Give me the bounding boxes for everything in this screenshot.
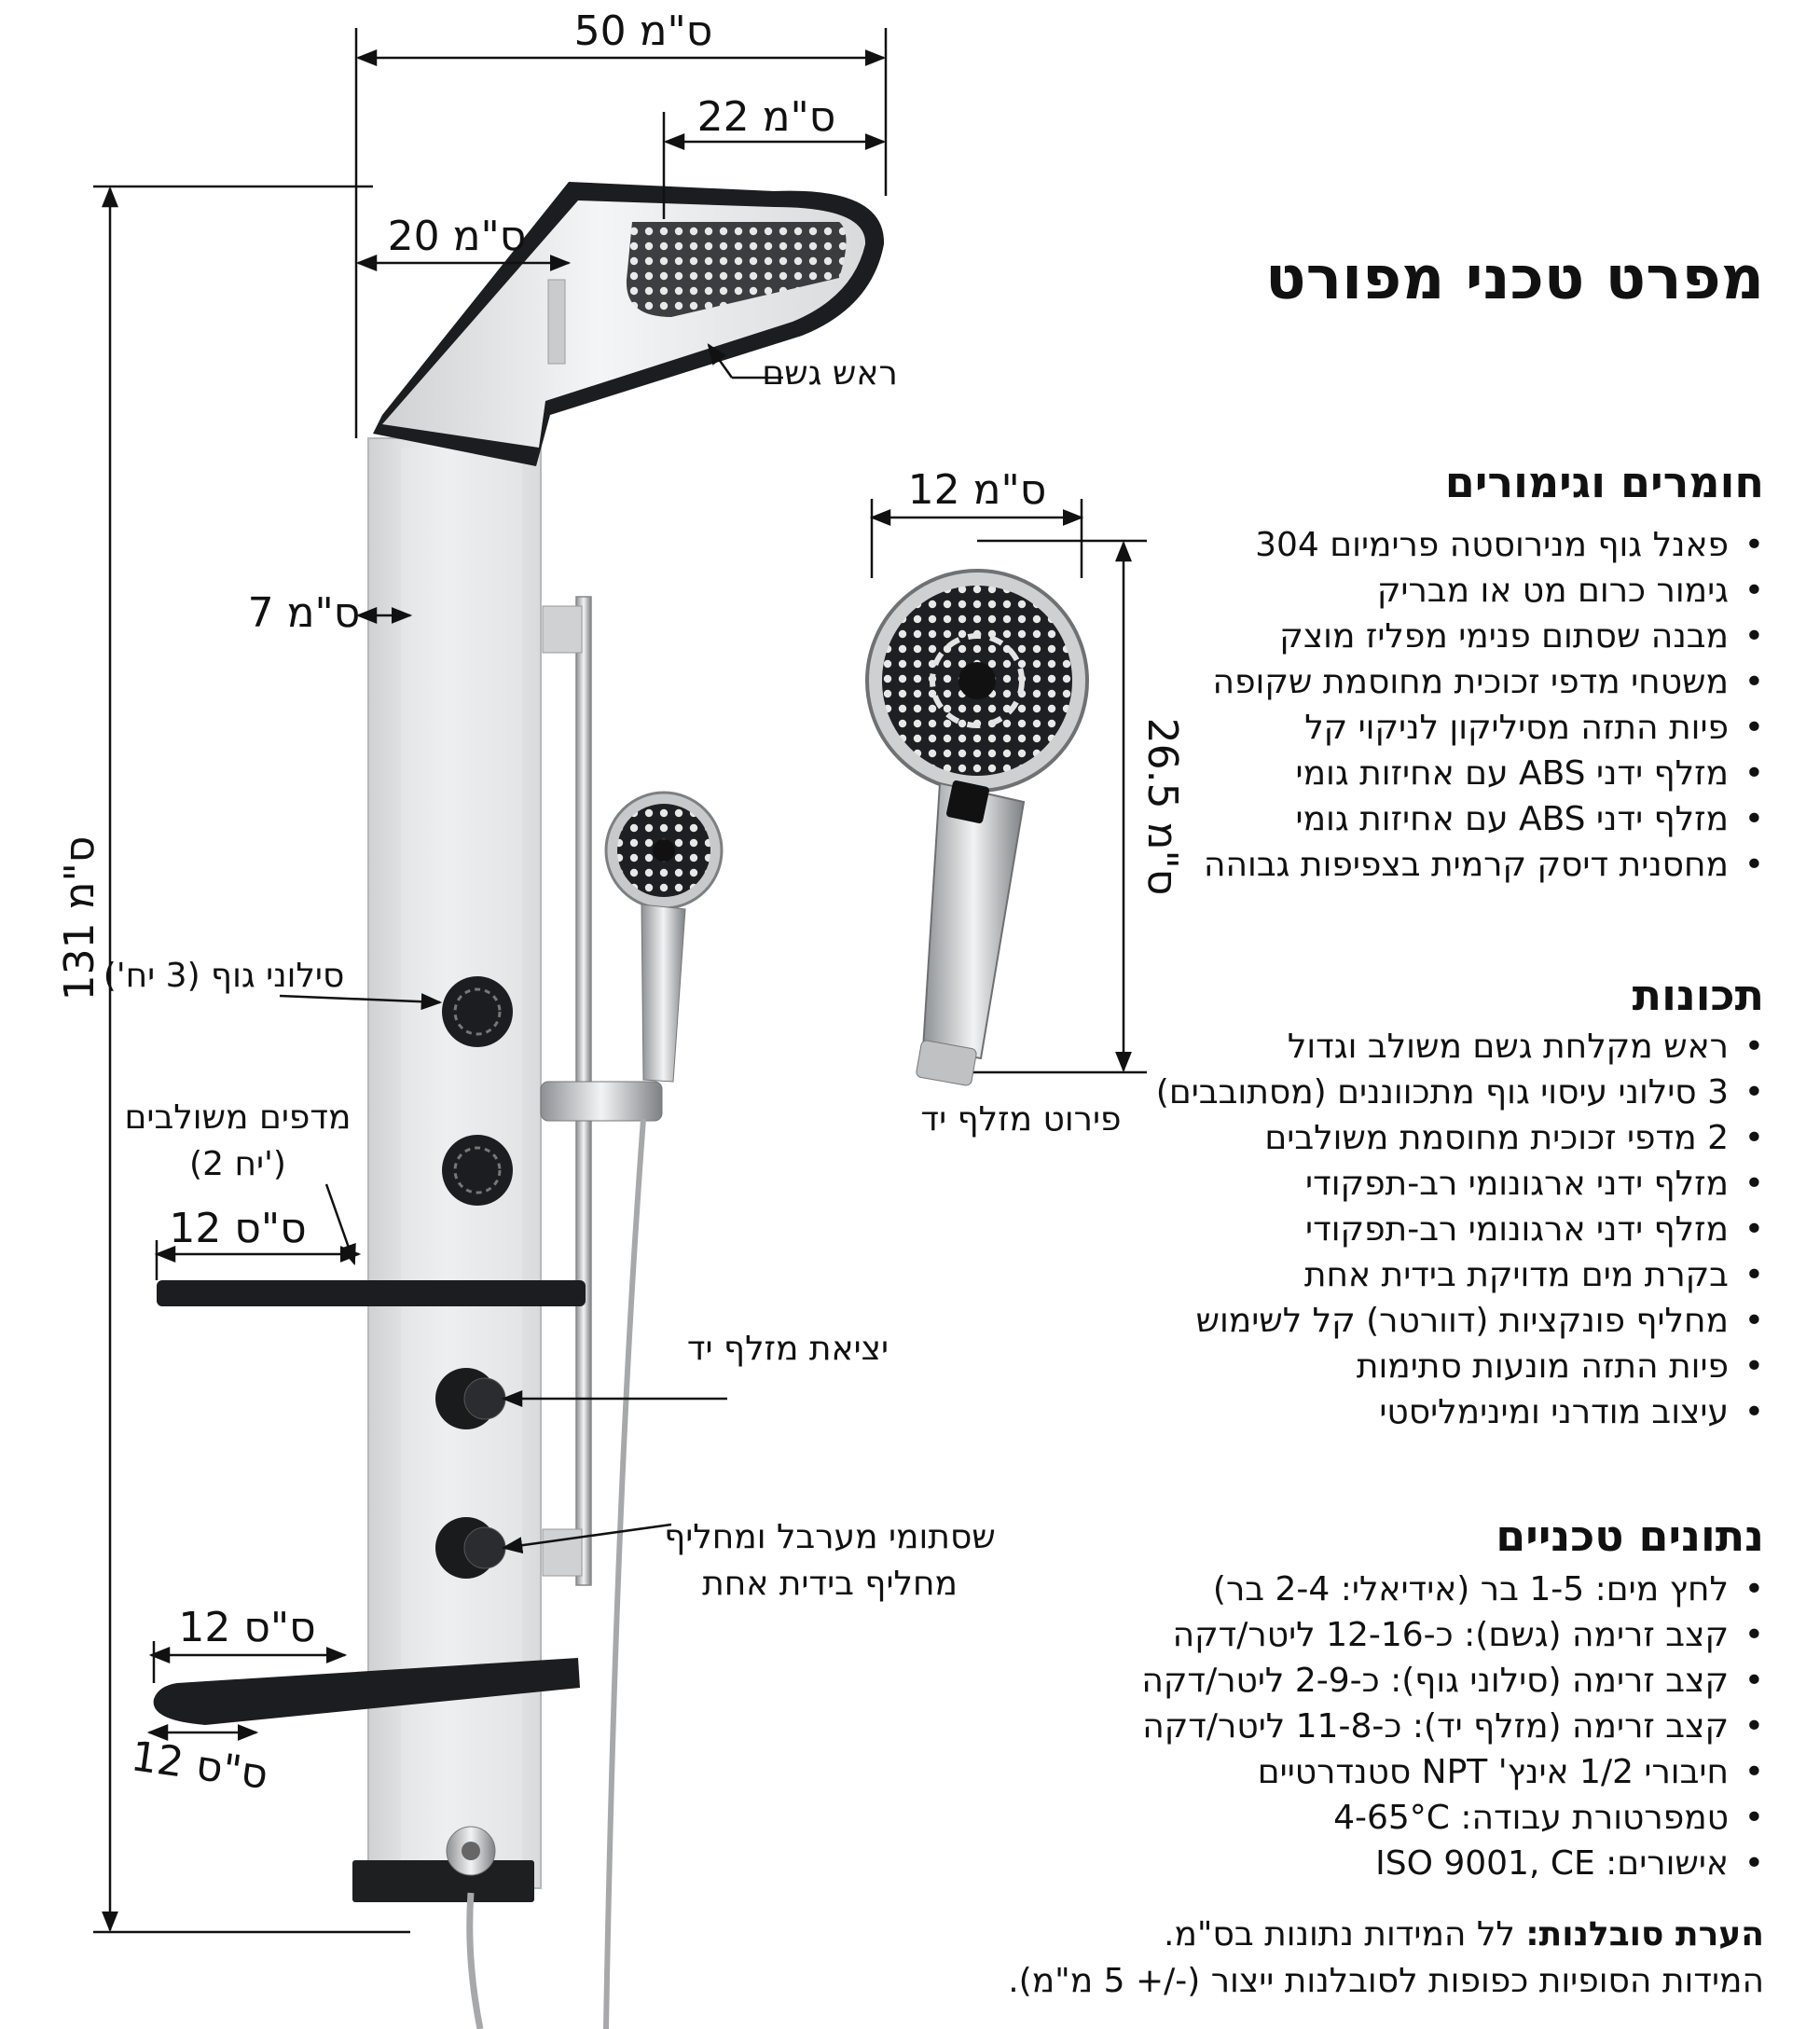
list-item: • מחליף פונקציות (דוורטר) קל לשימוש <box>1156 1298 1764 1344</box>
dim-total-height: 131 ס"מ <box>56 835 103 1001</box>
list-item: • עיצוב מודרני ומינימליסטי <box>1156 1389 1764 1435</box>
label-shelves-line1: מדפים משולבים <box>124 1098 352 1137</box>
label-hand-detail: פירוט מזלף יד <box>920 1100 1122 1139</box>
list-item: • משטחי מדפי זכוכית מחוסמת שקופה <box>1204 659 1764 705</box>
list-item: • מבנה שסתום פנימי מפליז מוצק <box>1204 614 1764 659</box>
list-item: • פיות התזה מונעות סתימות <box>1156 1344 1764 1389</box>
list-item: • אישורים: ISO 9001, CE <box>1141 1841 1764 1886</box>
note-line1: לל המידות נתונות בס"מ. <box>1164 1915 1526 1953</box>
label-hand-outlet: יציאת מזלף יד <box>686 1330 889 1368</box>
dim-shelf2-depth: 12 ס"ס <box>128 1732 271 1800</box>
hose <box>606 1119 643 2029</box>
slide-rail <box>541 597 662 1585</box>
list-item: • לחץ מים: 1-5 בר (אידיאלי: 2-4 בר) <box>1141 1567 1764 1612</box>
hand-shower-detail <box>867 571 1087 1086</box>
list-item: • חיבורי 1/2 אינץ' NPT סטנדרטיים <box>1141 1749 1764 1795</box>
technical-list <box>1141 1567 1764 1886</box>
dim-head-left: 20 ס"מ <box>387 213 527 260</box>
hose-lower <box>470 1893 480 2029</box>
list-item: • טמפרטורת עבודה: 4-65°C <box>1141 1795 1764 1841</box>
dim-shelf2-width: 12 ס"ס <box>178 1604 316 1651</box>
dim-head-right: 22 ס"מ <box>696 93 836 141</box>
dim-total-width: 50 ס"מ <box>573 7 713 55</box>
list-item: • ראש מקלחת גשם משולב וגדול <box>1156 1024 1764 1070</box>
dim-column-width: 7 ס"מ <box>247 589 361 637</box>
list-item: • 2 מדפי זכוכית מחוסמת משולבים <box>1156 1115 1764 1161</box>
label-valves-line1: שסתומי מערבל ומחליף <box>664 1518 996 1556</box>
list-item: • קצב זרימה (גשם): כ-12-16 ליטר/דקה <box>1141 1612 1764 1658</box>
note-label: הערת סובלנות: <box>1525 1915 1764 1953</box>
list-item: • קצב זרימה (סילוני גוף): כ-2-9 ליטר/דקה <box>1141 1658 1764 1704</box>
list-item: • בקרת מים מדויקת בידית אחת <box>1156 1252 1764 1298</box>
list-item: • פיות התזה מסיליקון לניקוי קל <box>1204 705 1764 751</box>
note-line2: המידות הסופיות כפופות לסובלנות ייצור (-/+ 5 מ"מ). <box>1008 1962 1764 2000</box>
label-shelves-line2: (2 יח') <box>189 1145 286 1183</box>
shelf-upper <box>157 1280 586 1306</box>
tolerance-note <box>1008 1912 1764 2005</box>
dim-shelf1-width: 12 ס"ס <box>169 1205 307 1252</box>
label-body-jets: סילוני גוף (3 יח') <box>103 957 345 995</box>
column-base <box>352 1860 534 1902</box>
dim-handshower-height: 26.5 ס"מ <box>1138 717 1186 896</box>
label-valves-line2: מחליף בידית אחת <box>702 1565 958 1603</box>
dim-handshower-width: 12 ס"מ <box>907 466 1047 514</box>
list-item: • מחסנית דיסק קרמית בצפיפות גבוהה <box>1204 842 1764 888</box>
list-item: • מזלף ידני ארגונומי רב-תפקודי <box>1156 1161 1764 1207</box>
list-item: • מזלף ידני ארגונומי רב-תפקודי <box>1156 1207 1764 1252</box>
list-item: • קצב זרימה (מזלף יד): כ-11-8 ליטר/דקה <box>1141 1704 1764 1749</box>
list-item: • פאנל גוף מנירוסטה פרימיום 304 <box>1204 522 1764 568</box>
slide-holder <box>541 1082 662 1121</box>
materials-list <box>1204 522 1764 888</box>
list-item: • מזלף ידני ABS עם אחיזות גומי <box>1204 751 1764 796</box>
bottom-outlet <box>447 1827 495 1875</box>
section-technical-heading: נתונים טכניים <box>1496 1511 1764 1561</box>
list-item: • גימור כרום מט או מבריק <box>1204 568 1764 614</box>
label-rain-head: ראש גשם <box>762 354 898 393</box>
features-list <box>1156 1024 1764 1435</box>
section-features-heading: תכונות <box>1632 970 1764 1020</box>
list-item: • 3 סילוני עיסוי גוף מתכווננים (מסתובבים) <box>1156 1070 1764 1115</box>
page-title: מפרט טכני מפורט <box>1265 244 1764 313</box>
section-materials-heading: חומרים וגימורים <box>1444 457 1764 507</box>
list-item: • מזלף ידני ABS עם אחיזות גומי <box>1204 796 1764 842</box>
hand-shower-small <box>606 793 722 1082</box>
